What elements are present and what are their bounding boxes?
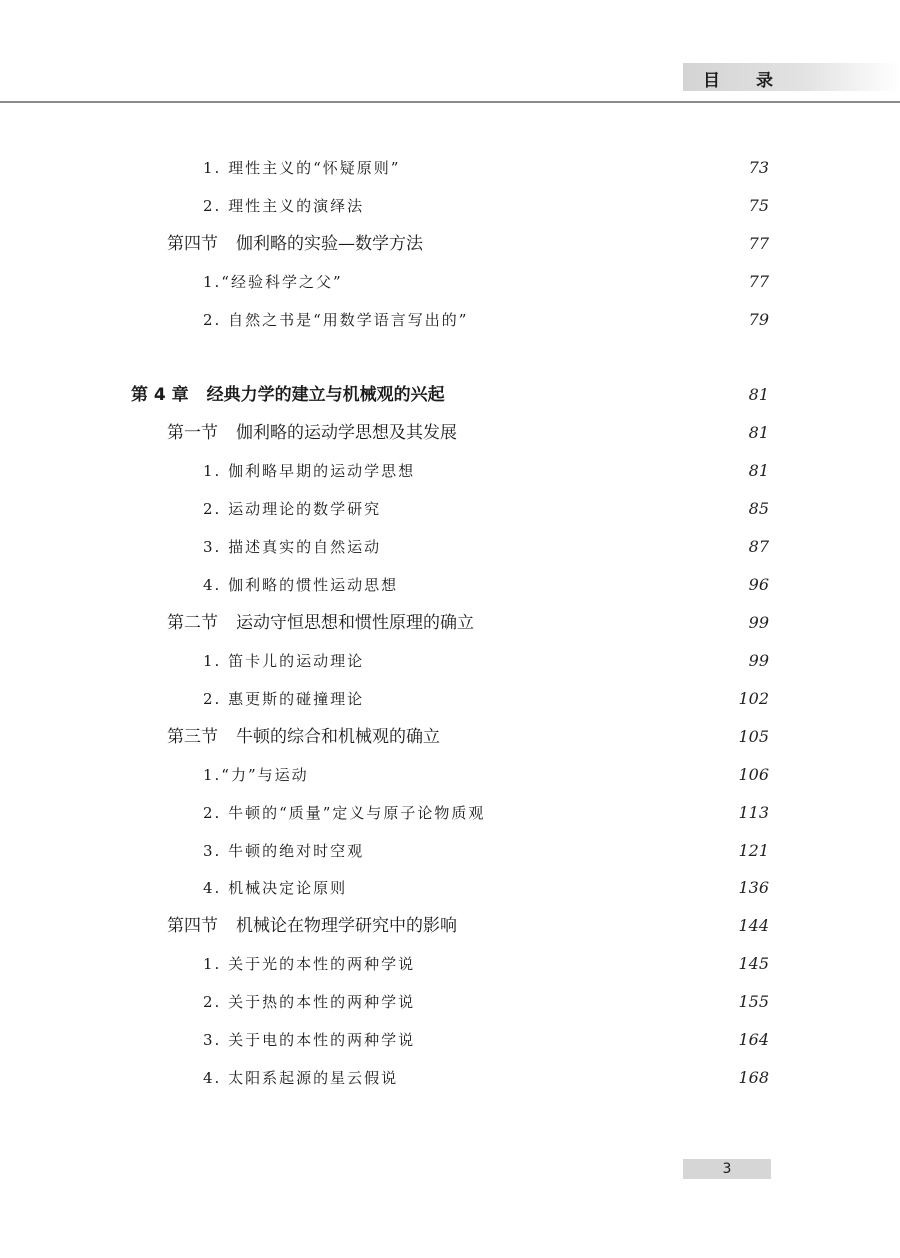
- toc-section-title: [167, 912, 457, 940]
- toc-entry-title: 3. 关于电的本性的两种学说: [203, 1031, 416, 1049]
- toc-section-label: 第三节: [167, 727, 218, 747]
- toc-entry[interactable]: [0, 192, 900, 220]
- toc-entry[interactable]: [0, 571, 900, 599]
- toc-section[interactable]: [0, 723, 900, 751]
- toc-entry-title: 4. 太阳系起源的星云假说: [203, 1069, 399, 1087]
- toc-entry-page: 164: [738, 1030, 769, 1049]
- toc-entry[interactable]: [0, 1026, 900, 1054]
- toc-section[interactable]: [0, 419, 900, 447]
- toc-entry-title: 1. 笛卡儿的运动理论: [203, 652, 365, 670]
- toc-section-text: 牛顿的综合和机械观的确立: [236, 727, 440, 747]
- toc-entry[interactable]: [0, 533, 900, 561]
- toc-entry[interactable]: [0, 306, 900, 334]
- toc-chapter[interactable]: [0, 381, 900, 409]
- toc-entry-title: 4. 伽利略的惯性运动思想: [203, 576, 399, 594]
- toc-entry[interactable]: [0, 647, 900, 675]
- toc-entry-title: 2. 惠更斯的碰撞理论: [203, 690, 365, 708]
- toc-section-label: 第四节: [167, 916, 218, 936]
- toc-section-text: 机械论在物理学研究中的影响: [236, 916, 457, 936]
- toc-entry-title: 1. 伽利略早期的运动学思想: [203, 462, 416, 480]
- toc-entry-title: 1. 关于光的本性的两种学说: [203, 955, 416, 973]
- toc-entry-title: 1.“力”与运动: [203, 766, 309, 784]
- toc-entry[interactable]: [0, 457, 900, 485]
- toc-entry-page: 79: [748, 310, 769, 329]
- toc-entry-title: 3. 描述真实的自然运动: [203, 538, 382, 556]
- toc-entry-title: 2. 运动理论的数学研究: [203, 500, 382, 518]
- toc-entry[interactable]: [0, 837, 900, 865]
- toc-section-page: 77: [748, 234, 769, 253]
- toc-chapter-text: 经典力学的建立与机械观的兴起: [206, 385, 445, 405]
- toc-section[interactable]: [0, 609, 900, 637]
- toc-entry-page: 136: [738, 878, 769, 897]
- toc-entry-page: 75: [748, 196, 769, 215]
- toc-section-title: [167, 723, 440, 751]
- toc-section-page: 81: [748, 423, 769, 442]
- toc-section-label: 第一节: [167, 423, 218, 443]
- toc-chapter-page: 81: [748, 385, 769, 404]
- toc-entry-title: 1. 理性主义的“怀疑原则”: [203, 159, 401, 177]
- toc-entry[interactable]: [0, 495, 900, 523]
- toc-entry[interactable]: [0, 988, 900, 1016]
- toc-entry[interactable]: [0, 874, 900, 902]
- toc-entry[interactable]: [0, 268, 900, 296]
- toc-entry-title: 2. 牛顿的“质量”定义与原子论物质观: [203, 804, 486, 822]
- toc-entry-page: 155: [738, 992, 769, 1011]
- toc-entry-title: 4. 机械决定论原则: [203, 879, 348, 897]
- toc-entry-page: 168: [738, 1068, 769, 1087]
- toc-section-label: 第二节: [167, 613, 218, 633]
- toc-entry-page: 85: [748, 499, 769, 518]
- toc-section-text: 运动守恒思想和惯性原理的确立: [236, 613, 474, 633]
- toc-entry[interactable]: [0, 1064, 900, 1092]
- toc-entry-title: 2. 自然之书是“用数学语言写出的”: [203, 311, 469, 329]
- page-number: 3: [683, 1159, 771, 1179]
- toc-entry-page: 102: [738, 689, 769, 708]
- toc-section[interactable]: [0, 912, 900, 940]
- toc-section-page: 144: [738, 916, 769, 935]
- toc-section-page: 105: [738, 727, 769, 746]
- toc-entry-page: 145: [738, 954, 769, 973]
- toc-entry-page: 99: [748, 651, 769, 670]
- toc-entry-page: 121: [738, 841, 769, 860]
- toc-entry-page: 106: [738, 765, 769, 784]
- toc-entry-page: 96: [748, 575, 769, 594]
- toc-entry[interactable]: [0, 799, 900, 827]
- toc-entry[interactable]: [0, 761, 900, 789]
- toc-section-label: 第四节: [167, 234, 218, 254]
- toc-entry-page: 81: [748, 461, 769, 480]
- toc-section-text: 伽利略的运动学思想及其发展: [236, 423, 457, 443]
- toc-section-page: 99: [748, 613, 769, 632]
- toc-entry-page: 77: [748, 272, 769, 291]
- toc-entry-page: 73: [748, 158, 769, 177]
- toc-section[interactable]: [0, 230, 900, 258]
- toc-entry-title: 2. 理性主义的演绎法: [203, 197, 365, 215]
- toc-entry-page: 87: [748, 537, 769, 556]
- toc-entry[interactable]: [0, 154, 900, 182]
- toc-chapter-label: 第 4 章: [131, 385, 189, 405]
- toc-section-title: [167, 230, 423, 258]
- toc-section-title: [167, 419, 457, 447]
- toc-section-title: [167, 609, 474, 637]
- toc-section-text: 伽利略的实验—数学方法: [236, 234, 423, 254]
- toc-entry-page: 113: [738, 803, 769, 822]
- page-header-title: 目录: [703, 71, 809, 91]
- toc-entry-title: 3. 牛顿的绝对时空观: [203, 842, 365, 860]
- toc-chapter-title: [131, 381, 445, 409]
- toc-entry[interactable]: [0, 685, 900, 713]
- toc-entry-title: 1.“经验科学之父”: [203, 273, 343, 291]
- toc-entry[interactable]: [0, 950, 900, 978]
- toc-entry-title: 2. 关于热的本性的两种学说: [203, 993, 416, 1011]
